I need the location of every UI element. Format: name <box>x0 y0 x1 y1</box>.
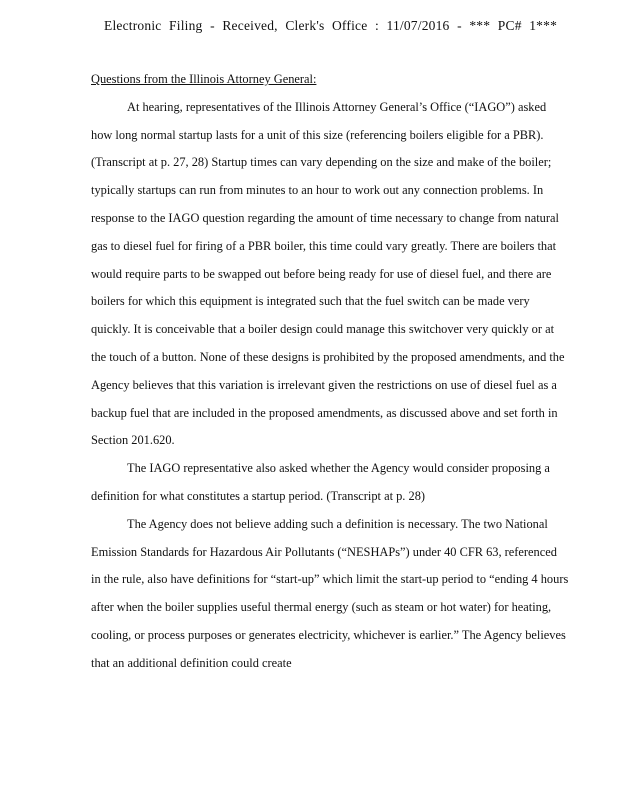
section-heading: Questions from the Illinois Attorney General: <box>91 72 317 86</box>
paragraph-startup-definition-question: The IAGO representative also asked whether the Agency would consider proposing a definition for what constitutes a startup period. (Transcript at p. 28) <box>91 461 550 503</box>
document-body <box>91 66 569 678</box>
filing-stamp-header: Electronic Filing - Received, Clerk's Office : 11/07/2016 - *** PC# 1*** <box>104 18 558 33</box>
paragraph-agency-response: The Agency does not believe adding such a definition is necessary. The two National Emission Standards for Hazardous Air Pollutants (“NESHAPs”) under 40 CFR 63, referenced in the rule, also have definitions for “start-up” which limit the start-up period to “ending 4 hours after when the boiler supplies useful thermal energy (such as steam or hot water) for heating, cooling, or process purposes or generates electricity, whichever is earlier.” The Agency believes that an additional definition could create <box>91 516 569 670</box>
paragraph-startup-duration: At hearing, representatives of the Illinois Attorney General’s Office (“IAGO”) asked how long normal startup lasts for a unit of this size (referencing boilers eligible for a PBR). (Transcript at p. 27, 28) Startup times can vary depending on the size and make of the boiler; typically startups can run from minutes to an hour to work out any connection problems. In response to the IAGO question regarding the amount of time necessary to change from natural gas to diesel fuel for firing of a PBR boiler, this time could vary greatly. There are boilers that would require parts to be swapped out before being ready for use of diesel fuel, and there are boilers for which this equipment is integrated such that the fuel switch can be made very quickly. It is conceivable that a boiler design could manage this switchover very quickly or at the touch of a button. None of these designs is prohibited by the proposed amendments, and the Agency believes that this variation is irrelevant given the restrictions on use of diesel fuel as a backup fuel that are included in the proposed amendments, as discussed above and set forth in Section 201.620. <box>91 99 565 448</box>
